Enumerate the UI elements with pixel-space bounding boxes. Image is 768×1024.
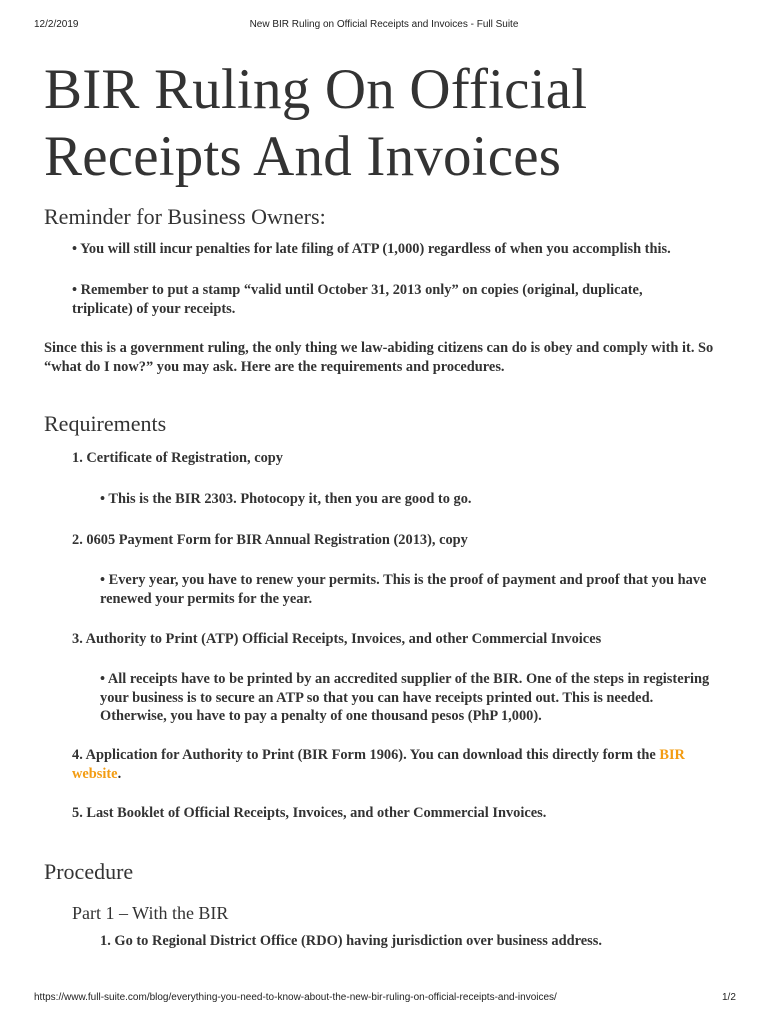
requirement-note: • This is the BIR 2303. Photocopy it, then you are good to go.	[100, 491, 472, 507]
article-title-wrap	[44, 56, 648, 190]
procedure-step: 1. Go to Regional District Office (RDO) having jurisdiction over business address.	[100, 933, 602, 949]
part1-heading: Part 1 – With the BIR	[72, 903, 229, 923]
requirement-item: 2. 0605 Payment Form for BIR Annual Registration (2013), copy	[72, 532, 468, 548]
page-number: 1/2	[722, 992, 736, 1003]
requirement-note: • All receipts have to be printed by an accredited supplier of the BIR. One of the steps in registering your business is to secure an ATP so that you can have receipts printed out. This is needed. Otherwise, you have to pay a penalty of one thousand pesos (PhP 1,000).	[100, 671, 710, 724]
print-date: 12/2/2019	[34, 19, 79, 30]
req4-text: 4. Application for Authority to Print (BIR Form 1906). You can download this directly form the	[72, 747, 660, 763]
bir-website-link[interactable]: BIR website	[72, 747, 685, 782]
print-url: https://www.full-suite.com/blog/everything-you-need-to-know-about-the-new-bir-ruling-on-official-receipts-and-invoices/	[34, 992, 557, 1003]
reminder-bullet: • Remember to put a stamp “valid until October 31, 2013 only” on copies (original, duplicate, triplicate) of your receipts.	[72, 282, 643, 317]
article-title: BIR Ruling On Official Receipts And Invoices	[44, 58, 588, 188]
requirement-item: 1. Certificate of Registration, copy	[72, 450, 283, 466]
req4-end: .	[117, 765, 122, 782]
requirements-heading: Requirements	[44, 411, 167, 436]
requirement-item: 3. Authority to Print (ATP) Official Receipts, Invoices, and other Commercial Invoices	[72, 631, 602, 647]
intro-paragraph: Since this is a government ruling, the only thing we law-abiding citizens can do is obey and comply with it. So “what do I now?” you may ask. Here are the requirements and procedures.	[44, 340, 714, 375]
requirement-item	[72, 746, 728, 783]
requirement-note: • Every year, you have to renew your permits. This is the proof of payment and proof that you have renewed your permits for the year.	[100, 572, 707, 607]
procedure-heading: Procedure	[44, 859, 134, 884]
reminder-heading: Reminder for Business Owners:	[44, 204, 326, 229]
requirement-item: 5. Last Booklet of Official Receipts, Invoices, and other Commercial Invoices.	[72, 805, 547, 821]
reminder-bullet: • You will still incur penalties for late filing of ATP (1,000) regardless of when you accomplish this.	[72, 241, 671, 257]
print-title: New BIR Ruling on Official Receipts and Invoices - Full Suite	[249, 19, 519, 30]
